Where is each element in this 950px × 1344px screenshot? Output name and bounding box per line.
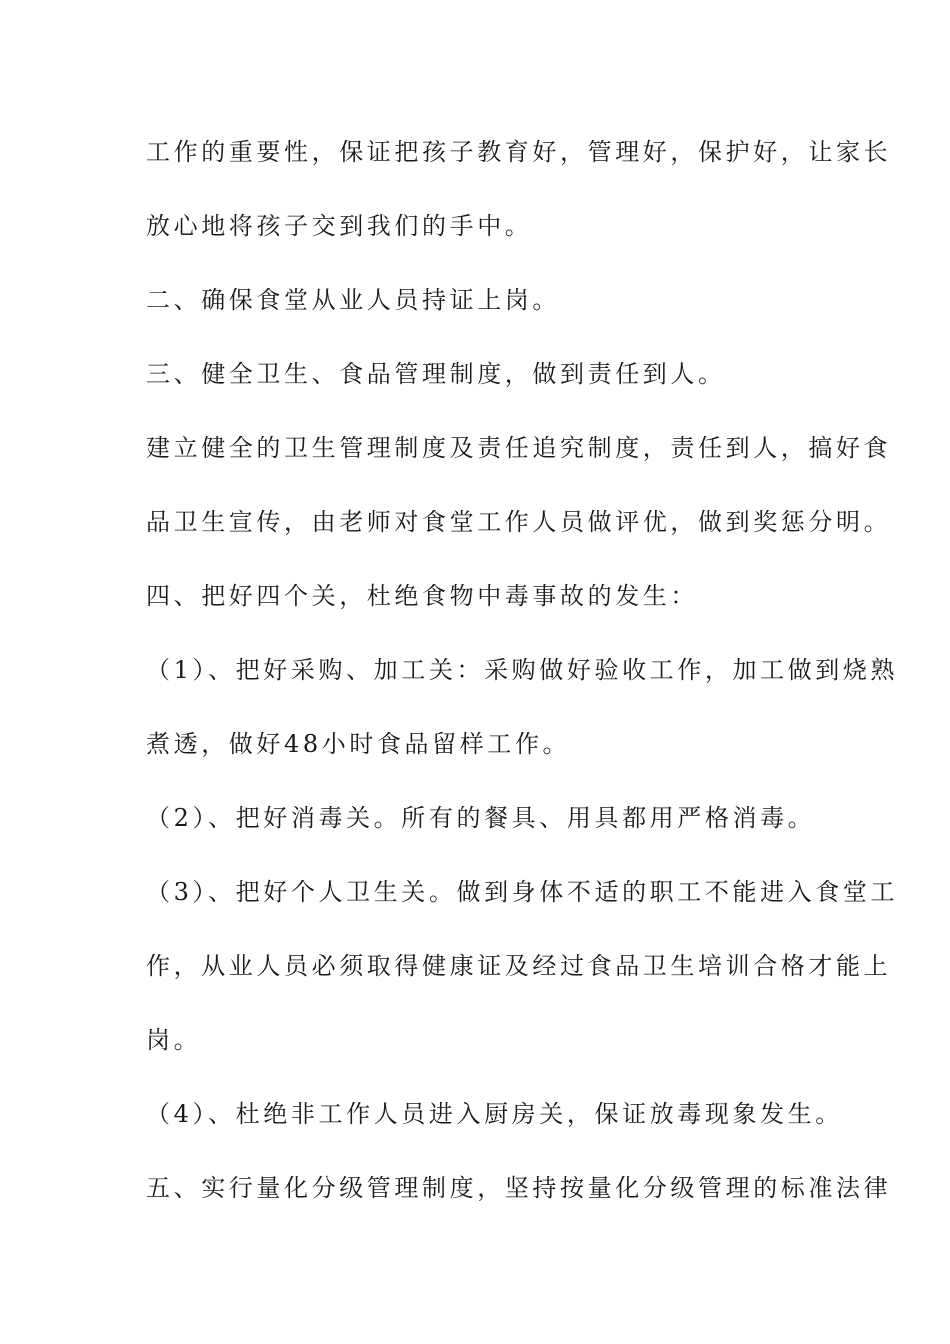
text-line: （3）、把好个人卫生关。做到身体不适的职工不能进入食堂工 (146, 878, 899, 906)
text-line: 四、把好四个关，杜绝食物中毒事故的发生： (146, 582, 698, 610)
text-line: 作，从业人员必须取得健康证及经过食品卫生培训合格才能上 (146, 952, 892, 980)
text-line: （4）、杜绝非工作人员进入厨房关，保证放毒现象发生。 (146, 1100, 843, 1128)
text-line: 五、实行量化分级管理制度，坚持按量化分级管理的标准法律 (146, 1174, 892, 1202)
text-line: （2）、把好消毒关。所有的餐具、用具都用严格消毒。 (146, 804, 816, 832)
text-line: 二、确保食堂从业人员持证上岗。 (146, 286, 560, 314)
text-line: 工作的重要性，保证把孩子教育好，管理好，保护好，让家长 (146, 138, 892, 166)
text-line: 建立健全的卫生管理制度及责任追究制度，责任到人，搞好食 (146, 434, 892, 462)
text-line: 品卫生宣传，由老师对食堂工作人员做评优，做到奖惩分明。 (146, 508, 892, 536)
text-line: 岗。 (146, 1026, 202, 1054)
text-line: 煮透，做好48小时食品留样工作。 (146, 730, 571, 758)
text-line: 放心地将孩子交到我们的手中。 (146, 212, 533, 240)
text-line: 三、健全卫生、食品管理制度，做到责任到人。 (146, 360, 726, 388)
text-line: （1）、把好采购、加工关：采购做好验收工作，加工做到烧熟 (146, 656, 899, 684)
